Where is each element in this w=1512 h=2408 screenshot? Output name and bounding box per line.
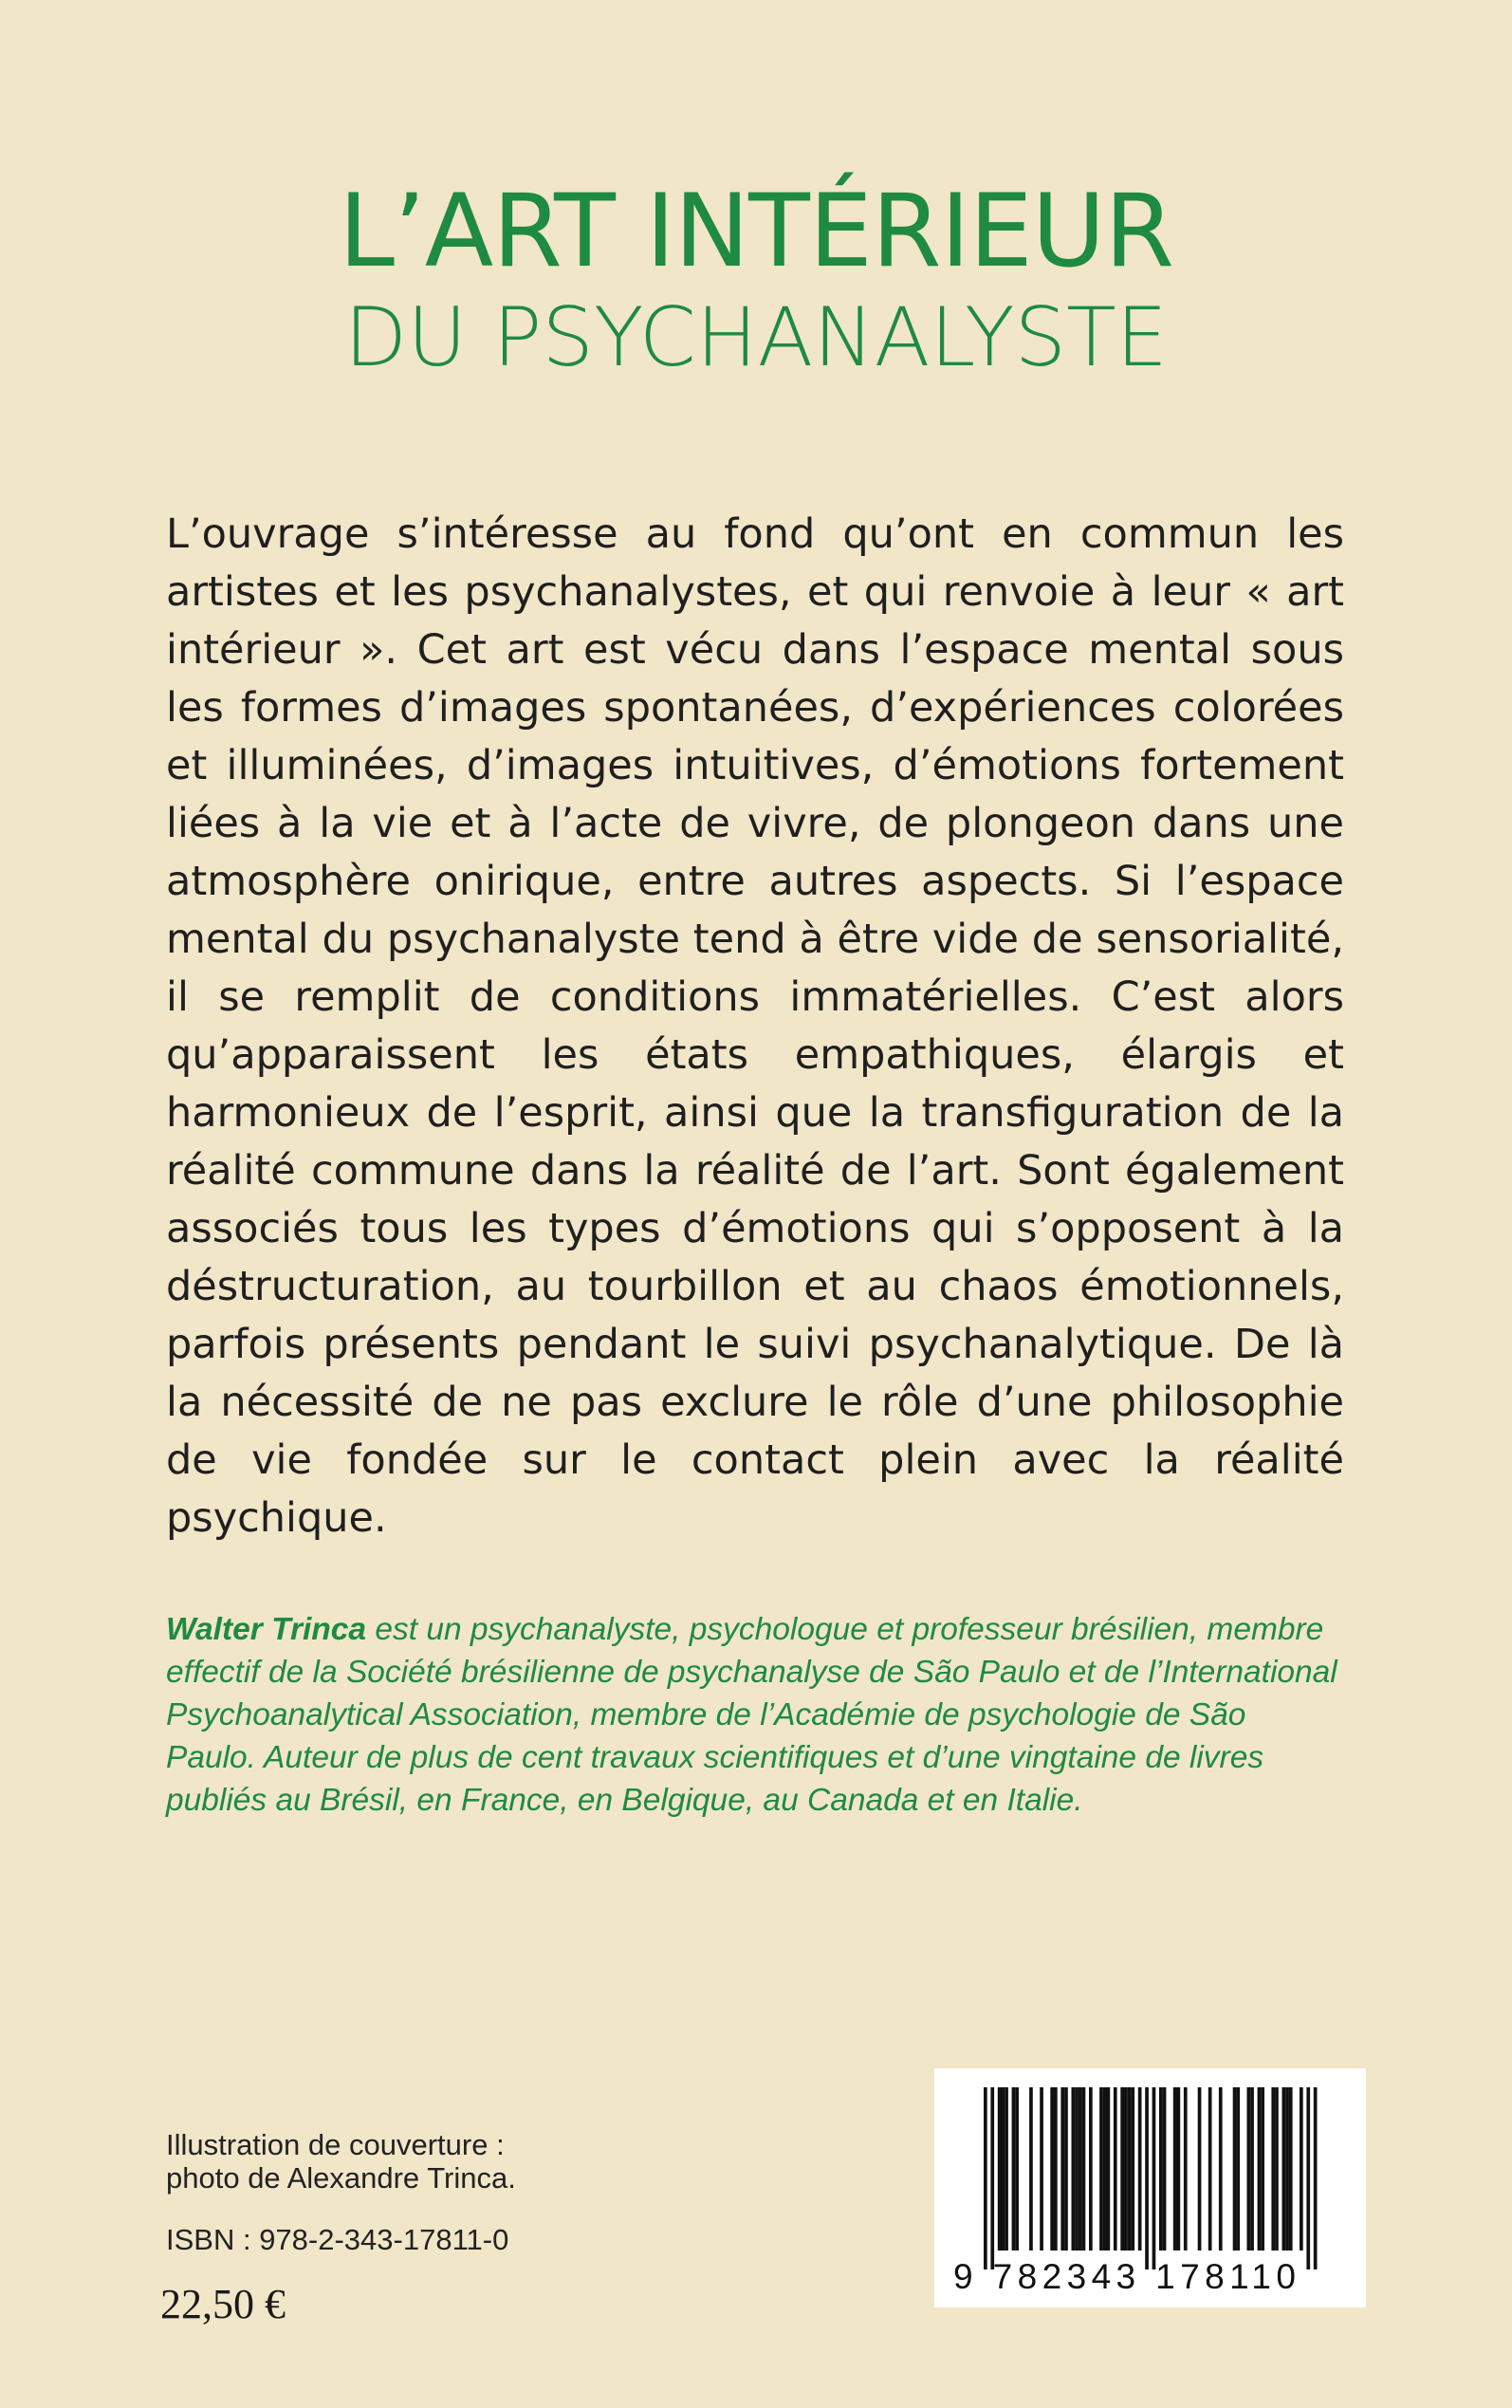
- barcode-bar: [984, 2087, 987, 2269]
- barcode-bar: [1138, 2087, 1142, 2251]
- barcode-bar: [1300, 2087, 1303, 2251]
- barcode-bar: [1082, 2087, 1086, 2251]
- book-summary: L’ouvrage s’intéresse au fond qu’ont en commun les artistes et les psychanalystes, et qui renvoie à leur « art intérieur ». Cet art est vécu dans l’espace mental sous les formes d’images spontanées, d’expériences colorées et illuminées, d’images intuitives, d’émotions fortement liées à la vie et à l’acte de vivre, de plongeon dans une atmosphère onirique, entre autres aspects. Si l’espace mental du psychanalyste tend à être vide de sensorialité, il se remplit de conditions immatérielles. C’est alors qu’apparaissent les états empathiques, élargis et harmonieux de l’esprit, ainsi que la transfiguration de la réalité commune dans la réalité de l’art. Sont également associés tous les types d’émotions qui s’opposent à la déstructuration, au tourbillon et au chaos émotionnels, parfois présents pendant le suivi psychanalytique. De là la nécessité de ne pas exclure le rôle d’une philosophie de vie fondée sur le contact plein avec la réalité psychique.: [166, 510, 1344, 1542]
- barcode-bar: [1128, 2087, 1132, 2251]
- barcode-bar: [1060, 2087, 1064, 2251]
- credits-line-2: photo de Alexandre Trinca.: [166, 2161, 516, 2195]
- book-title: [0, 171, 1512, 387]
- barcode-bar: [1099, 2087, 1103, 2251]
- barcode-bar: [1236, 2087, 1240, 2251]
- barcode-bar: [1120, 2087, 1124, 2251]
- barcode-bar: [990, 2087, 994, 2269]
- barcode-bar: [1247, 2087, 1251, 2251]
- cover-credits: [166, 2128, 735, 2195]
- barcode-bar: [1012, 2087, 1016, 2251]
- barcode-bar: [1314, 2087, 1318, 2269]
- barcode-bar: [1089, 2087, 1093, 2251]
- price-label: 22,50 €: [160, 2281, 286, 2327]
- barcode-bar: [1152, 2087, 1156, 2269]
- barcode-bar: [1079, 2087, 1082, 2251]
- barcode-bar: [1173, 2087, 1177, 2251]
- author-bio-text: est un psychanalyste, psychologue et professeur brésilien, membre effectif de la Société brésilienne de psychanalyse de São Paulo et de l’International Psychoanalytical Association, membre de l’Académie de psychologie de São Paulo. Auteur de plus de cent travaux scientifiques et d’une vingtaine de livres publiés au Brésil, en France, en Belgique, au Canada et en Italie.: [166, 1612, 1337, 1818]
- barcode-bar: [1208, 2087, 1212, 2251]
- barcode-bar: [1233, 2087, 1237, 2251]
- barcode-bar: [1282, 2087, 1286, 2251]
- isbn-number: ISBN : 978-2-343-17811-0: [166, 2223, 509, 2256]
- barcode-bar: [1075, 2087, 1079, 2251]
- title-line-2: DU PSYCHANALYSTE: [344, 290, 1168, 385]
- barcode-bar: [1103, 2087, 1107, 2251]
- barcode-bar: [1163, 2087, 1167, 2251]
- barcode-bar: [1145, 2087, 1149, 2269]
- barcode-bar: [1258, 2087, 1262, 2251]
- barcode: [934, 2068, 1366, 2307]
- barcode-bar: [1177, 2087, 1181, 2251]
- barcode-bar: [1198, 2087, 1202, 2251]
- barcode-bar: [1072, 2087, 1076, 2251]
- barcode-bar: [1306, 2087, 1310, 2269]
- author-bio: [166, 1608, 1342, 1822]
- barcode-bar: [1219, 2087, 1223, 2251]
- barcode-bar: [1285, 2087, 1289, 2251]
- barcode-digits: 9 782343 178110: [953, 2257, 1301, 2296]
- barcode-bar: [1271, 2087, 1275, 2251]
- barcode-bar: [1114, 2087, 1117, 2251]
- barcode-bar: [1124, 2087, 1128, 2251]
- barcode-bar: [1261, 2087, 1264, 2251]
- barcode-bar: [1131, 2087, 1134, 2251]
- barcode-bar: [1159, 2087, 1163, 2251]
- barcode-bar: [1005, 2087, 1008, 2251]
- title-line-1: L’ART INTÉRIEUR: [338, 173, 1174, 289]
- barcode-bar: [1064, 2087, 1068, 2251]
- barcode-bar: [1107, 2087, 1111, 2251]
- barcode-bar: [1184, 2087, 1188, 2251]
- barcode-bar: [1275, 2087, 1279, 2251]
- author-name: Walter Trinca: [166, 1612, 367, 1647]
- barcode-bar: [1289, 2087, 1293, 2251]
- barcode-bar: [1040, 2087, 1043, 2251]
- barcode-bar: [1002, 2087, 1005, 2251]
- barcode-bar: [998, 2087, 1002, 2251]
- barcode-bar: [1029, 2087, 1033, 2251]
- barcode-bar: [1015, 2087, 1019, 2251]
- credits-line-1: Illustration de couverture :: [166, 2128, 505, 2161]
- barcode-bar: [1250, 2087, 1254, 2251]
- barcode-bar: [1050, 2087, 1054, 2251]
- barcode-bar: [1054, 2087, 1058, 2251]
